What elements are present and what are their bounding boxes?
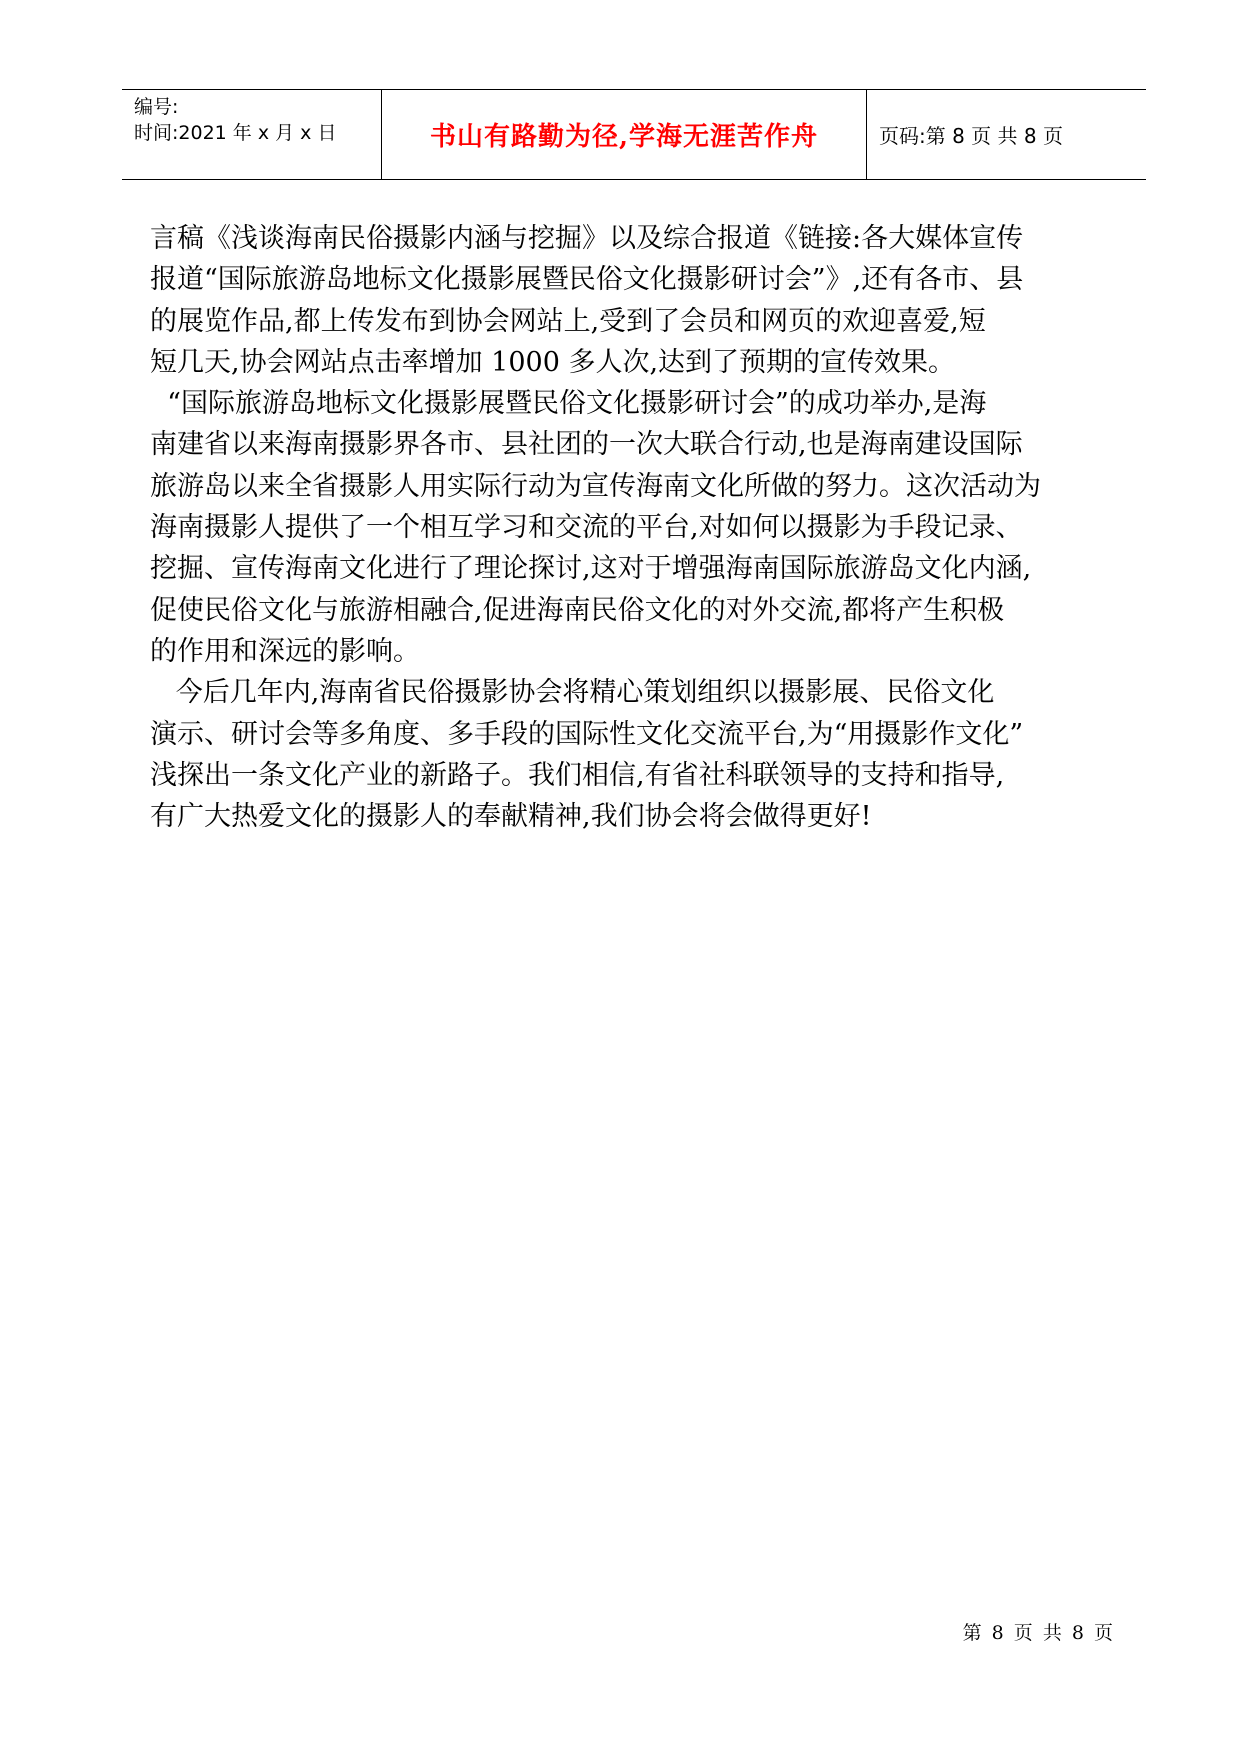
footer-page-number: 第 8 页 共 8 页 bbox=[962, 1622, 1115, 1644]
document-body bbox=[150, 218, 1130, 837]
header-page-cell bbox=[867, 90, 1146, 179]
body-line: “国际旅游岛地标文化摄影展暨民俗文化摄影研讨会”的成功举办,是海 bbox=[150, 388, 987, 420]
header-motto-cell bbox=[382, 90, 867, 179]
body-line: 旅游岛以来全省摄影人用实际行动为宣传海南文化所做的努力。这次活动为 bbox=[150, 470, 1041, 502]
time-label: 时间:2021 年 x 月 x 日 bbox=[134, 122, 337, 144]
body-line: 浅探出一条文化产业的新路子。我们相信,有省社科联领导的支持和指导, bbox=[150, 759, 1005, 791]
body-line: 促使民俗文化与旅游相融合,促进海南民俗文化的对外交流,都将产生积极 bbox=[150, 594, 1005, 626]
body-line: 有广大热爱文化的摄影人的奉献精神,我们协会将会做得更好! bbox=[150, 801, 872, 833]
page-header bbox=[122, 89, 1146, 180]
body-line: 演示、研讨会等多角度、多手段的国际性文化交流平台,为“用摄影作文化” bbox=[150, 718, 1024, 750]
header-meta-cell bbox=[122, 90, 382, 179]
page-footer bbox=[963, 1618, 1115, 1645]
body-line: 今后几年内,海南省民俗摄影协会将精心策划组织以摄影展、民俗文化 bbox=[150, 677, 995, 709]
page-label: 页码:第 8 页 共 8 页 bbox=[879, 124, 1063, 148]
body-line: 的展览作品,都上传发布到协会网站上,受到了会员和网页的欢迎喜爱,短 bbox=[150, 305, 986, 337]
body-line: 的作用和深远的影响。 bbox=[150, 635, 420, 667]
number-label: 编号: bbox=[134, 96, 179, 118]
body-line: 南建省以来海南摄影界各市、县社团的一次大联合行动,也是海南建设国际 bbox=[150, 429, 1023, 461]
body-line: 短几天,协会网站点击率增加 1000 多人次,达到了预期的宣传效果。 bbox=[150, 346, 956, 378]
body-line: 报道“国际旅游岛地标文化摄影展暨民俗文化摄影研讨会”》,还有各市、县 bbox=[150, 264, 1024, 296]
body-line: 挖掘、宣传海南文化进行了理论探讨,这对于增强海南国际旅游岛文化内涵, bbox=[150, 553, 1032, 585]
motto-text: 书山有路勤为径,学海无涯苦作舟 bbox=[429, 122, 819, 152]
body-line: 海南摄影人提供了一个相互学习和交流的平台,对如何以摄影为手段记录、 bbox=[150, 512, 1023, 544]
body-line: 言稿《浅谈海南民俗摄影内涵与挖掘》以及综合报道《链接:各大媒体宣传 bbox=[150, 223, 1024, 254]
